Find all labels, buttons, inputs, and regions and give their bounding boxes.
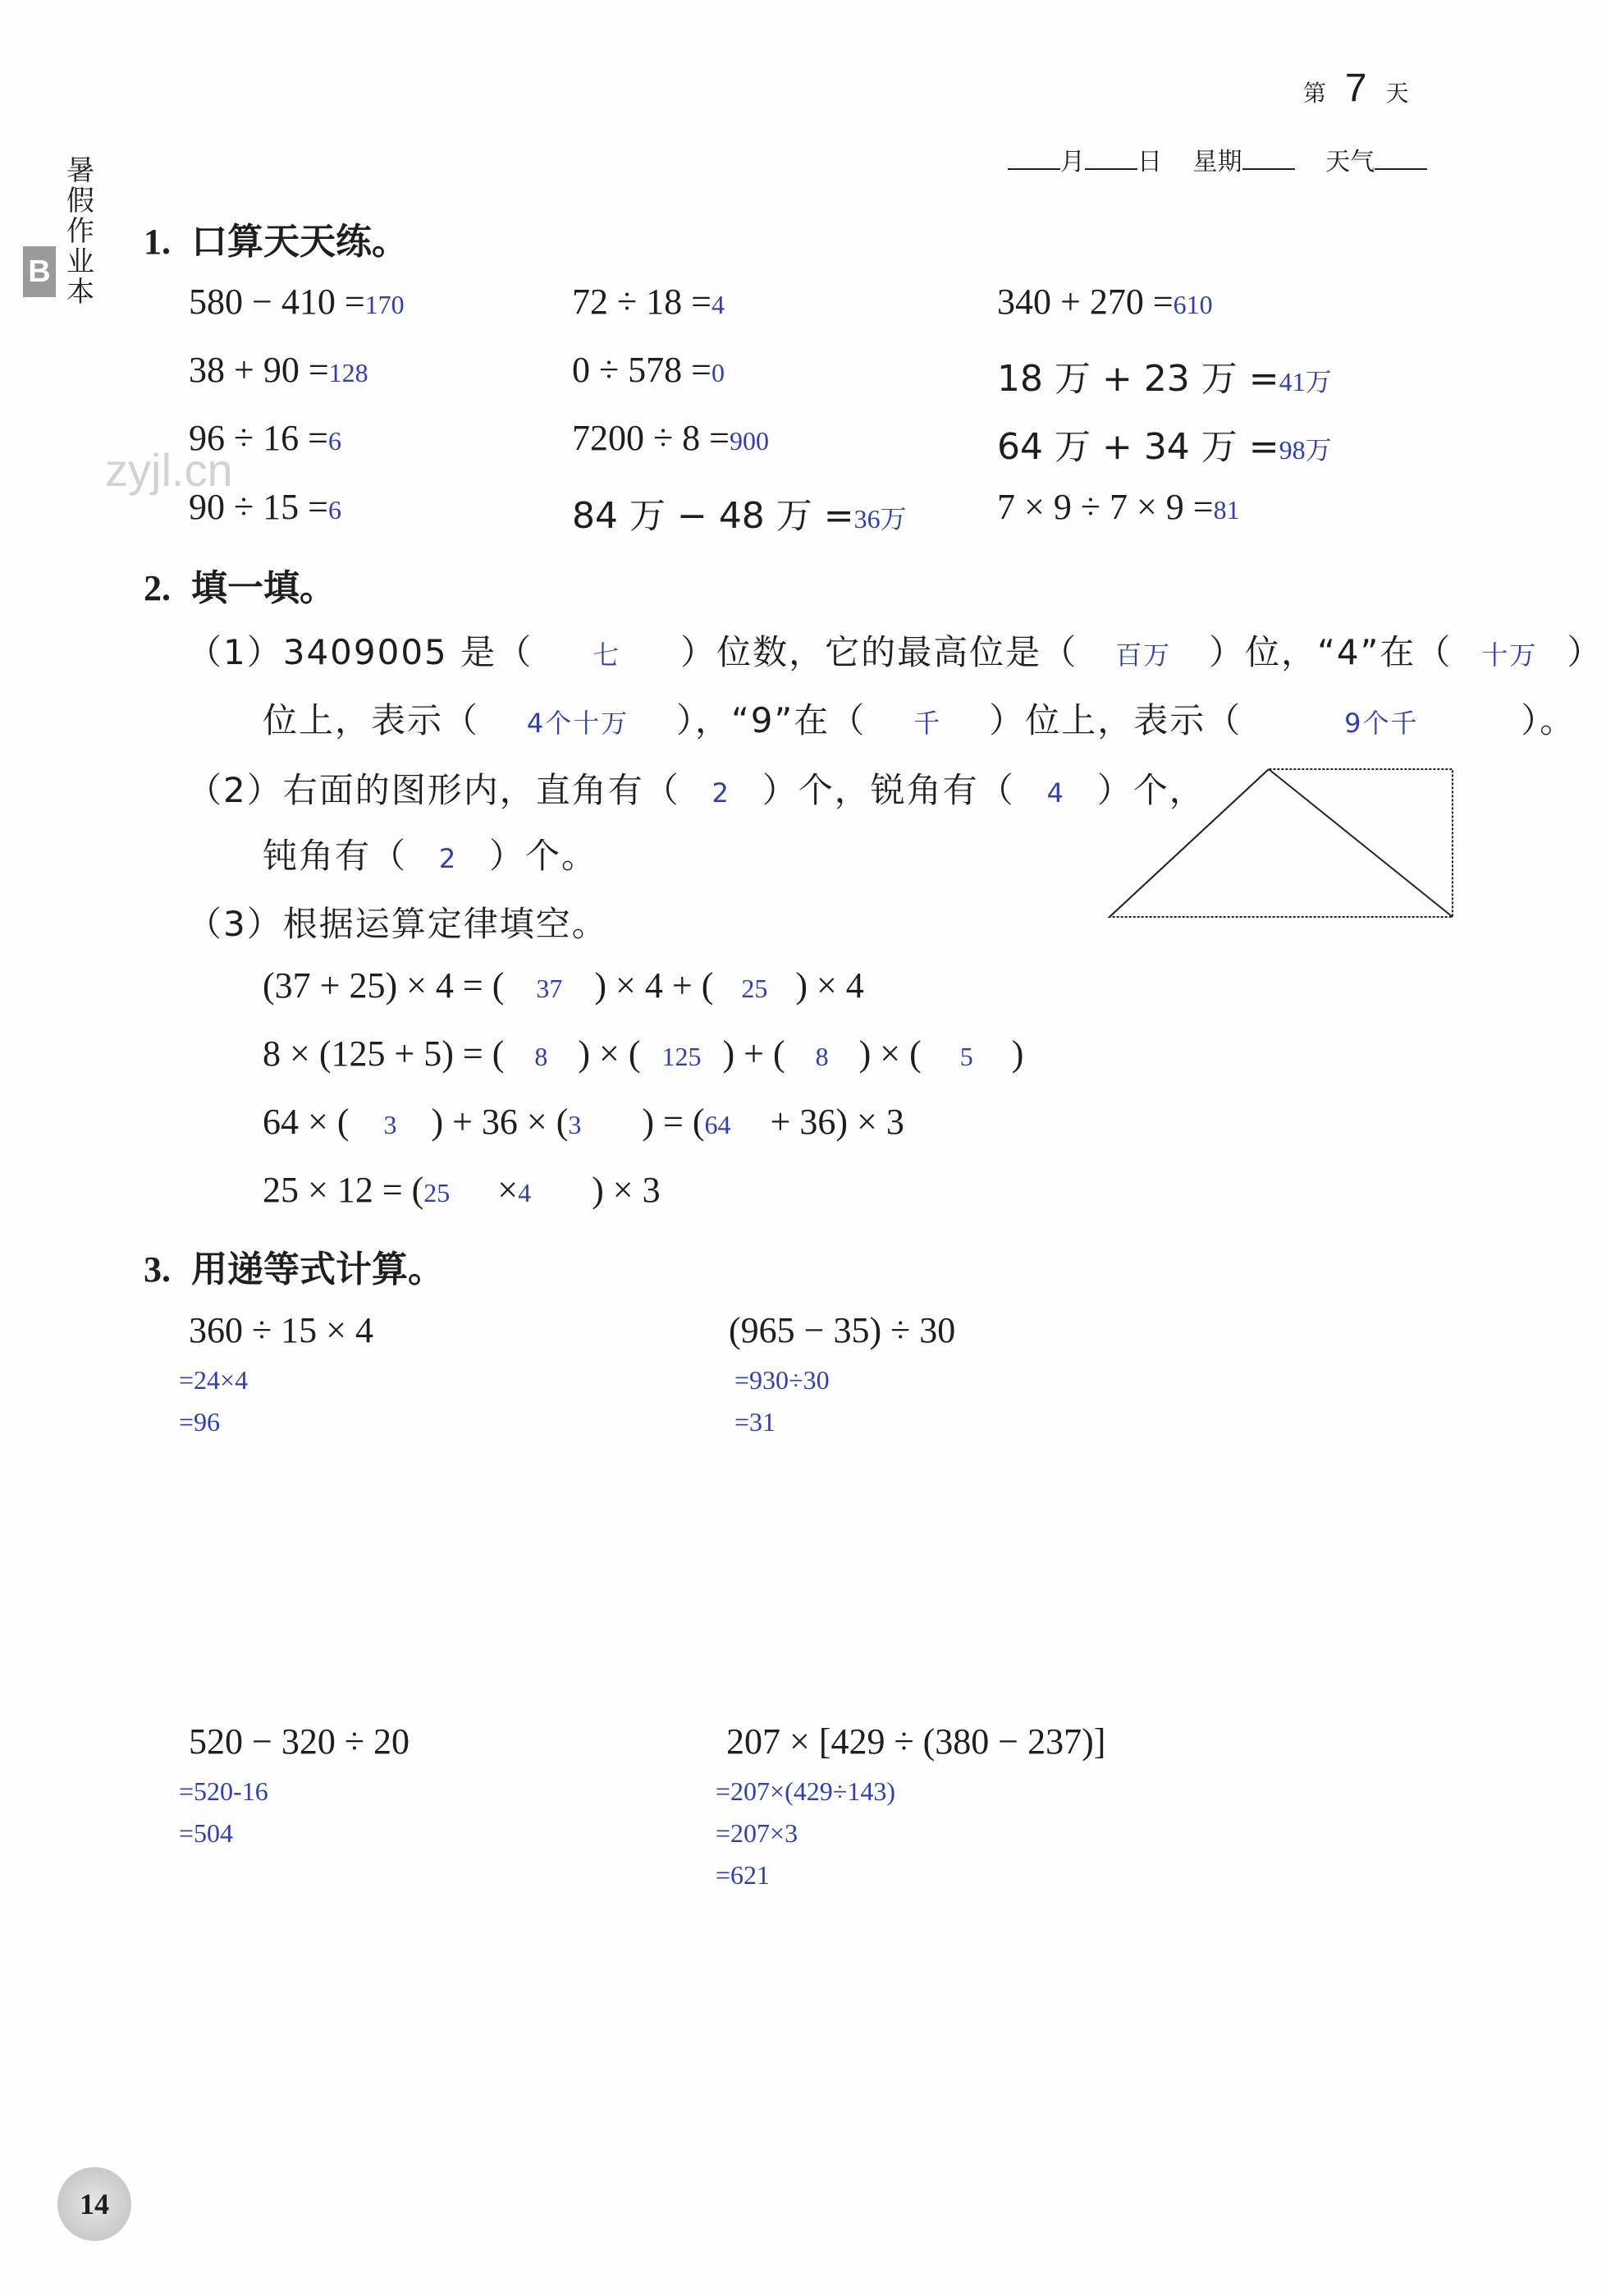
stepwise-step: =31 (734, 1407, 776, 1437)
q2-1-answer-highest: 百万 (1115, 639, 1172, 671)
oral-calc-item (572, 281, 725, 323)
stepwise-step: =207×3 (716, 1818, 798, 1848)
oral-calc-answer: 81 (1213, 495, 1240, 525)
section2-heading (144, 558, 336, 611)
r3-text-a: 64 × ( (263, 1102, 350, 1142)
q2-1-answer-4-place: 十万 (1481, 639, 1538, 671)
r2-answer-1: 8 (534, 1042, 548, 1071)
oral-calc-item (572, 349, 725, 391)
q2-2-text-e: ）个。 (489, 836, 598, 876)
oral-calc-answer: 41万 (1279, 367, 1332, 396)
oral-calc-question: 580 − 410 = (189, 282, 365, 322)
oral-calc-answer: 170 (364, 290, 405, 319)
q2-1-text-b: ）位数，它的最高位是（ (680, 632, 1078, 672)
q2-3-row3 (263, 1101, 904, 1143)
r4-text-a: 25 × 12 = ( (263, 1170, 424, 1210)
q2-2-answer-right: 2 (711, 777, 730, 809)
stepwise-problem: (965 − 35) ÷ 30 (729, 1310, 956, 1350)
r1-text-m: ) × 4 + ( (594, 965, 714, 1006)
oral-calc-item (189, 349, 368, 391)
day-label (1303, 66, 1409, 111)
day-number: 7 (1344, 66, 1367, 110)
q2-1-text-f: ），“9”在（ (676, 700, 867, 740)
r2-text-e: ) (1011, 1033, 1024, 1074)
section2-number: 2. (144, 568, 171, 608)
oral-calc-item (997, 417, 1332, 470)
stepwise-step: =24×4 (179, 1365, 249, 1395)
r4-answer-2: 4 (518, 1178, 532, 1208)
figure-outline (1110, 769, 1453, 917)
section3-number: 3. (144, 1249, 171, 1290)
r1-text-e: ) × 4 (795, 965, 864, 1006)
angle-figure (1100, 759, 1461, 923)
weather-label: 天气 (1325, 148, 1375, 176)
r1-answer-1: 37 (536, 974, 563, 1003)
q2-2-answer-obtuse: 2 (438, 843, 458, 874)
oral-calc-item (997, 486, 1240, 528)
section1-title: 口算天天练。 (191, 221, 408, 263)
oral-calc-answer: 900 (729, 426, 769, 456)
r2-answer-3: 8 (815, 1042, 829, 1071)
r4-answer-1: 25 (423, 1178, 451, 1208)
oral-calc-answer: 610 (1173, 290, 1213, 319)
stepwise-problem: 207 × [429 ÷ (380 − 237)] (726, 1721, 1106, 1762)
oral-calc-item (997, 281, 1213, 323)
r3-text-m1: ) + 36 × ( (431, 1102, 569, 1142)
day-suffix: 天 (1385, 80, 1409, 107)
oral-calc-question: 38 + 90 = (189, 350, 329, 390)
q2-2-text-b: ）个，锐角有（ (762, 770, 1015, 810)
oral-calc-question: 96 ÷ 16 = (189, 418, 328, 458)
r2-text-a: 8 × (125 + 5) = ( (263, 1033, 505, 1074)
day-prefix: 第 (1303, 80, 1327, 107)
oral-calc-item (572, 486, 907, 538)
q2-2-answer-acute: 4 (1046, 777, 1065, 809)
side-tab-title: 暑假作业本 (66, 154, 94, 309)
q2-1-text-c: ）位，“4”在（ (1209, 632, 1453, 672)
oral-calc-question: 340 + 270 = (997, 282, 1174, 322)
section3-heading (144, 1240, 444, 1292)
q2-1-answer-9-place: 千 (913, 708, 942, 739)
r1-text-a: (37 + 25) × 4 = ( (263, 965, 505, 1006)
stepwise-step: =930÷30 (734, 1365, 830, 1395)
stepwise-step: =96 (179, 1407, 221, 1437)
stepwise-step: =207×(429÷143) (716, 1776, 895, 1806)
oral-calc-answer: 6 (327, 426, 341, 456)
section2-title: 填一填。 (191, 567, 336, 609)
oral-calc-question: 84 万 − 48 万 = (572, 495, 854, 537)
q2-1-text-d: ） (1567, 632, 1604, 672)
q2-1-line2 (263, 694, 1576, 743)
r4-text-m: × (497, 1170, 519, 1210)
oral-calc-question: 7200 ÷ 8 = (572, 418, 730, 458)
section1-heading (144, 212, 408, 264)
day-of-month-label: 日 (1137, 148, 1162, 176)
stepwise-problem: 360 ÷ 15 × 4 (189, 1310, 373, 1350)
q2-1-text-a: （1）3409005 是（ (187, 632, 533, 672)
r2-answer-4: 5 (959, 1042, 973, 1071)
section3-title: 用递等式计算。 (191, 1249, 444, 1290)
oral-calc-item (997, 349, 1332, 401)
date-line (1008, 141, 1427, 177)
oral-calc-answer: 98万 (1279, 435, 1332, 465)
r3-answer-2: 3 (568, 1110, 582, 1139)
q2-2-line1 (187, 763, 1206, 813)
q2-2-text-c: ）个， (1096, 770, 1206, 810)
r3-answer-1: 3 (383, 1110, 397, 1139)
oral-calc-answer: 36万 (853, 504, 907, 534)
r1-answer-2: 25 (741, 974, 768, 1003)
oral-calc-item (189, 281, 405, 323)
oral-calc-question: 90 ÷ 15 = (189, 487, 328, 527)
q2-3-title: （3）根据运算定律填空。 (187, 904, 608, 944)
oral-calc-answer: 128 (328, 358, 368, 387)
q2-1-answer-9-meaning: 9个千 (1344, 708, 1419, 739)
figure-diagonal (1269, 769, 1453, 917)
oral-calc-item (572, 417, 769, 459)
section1-number: 1. (144, 222, 171, 262)
r2-text-m1: ) × ( (578, 1033, 641, 1074)
figure-left-edge (1110, 769, 1269, 917)
stepwise-step: =504 (179, 1818, 234, 1848)
page-number: 14 (57, 2167, 131, 2241)
q2-2-text-d: 钝角有（ (263, 836, 408, 876)
q2-2-text-a: （2）右面的图形内，直角有（ (187, 770, 680, 810)
q2-1-answer-digits: 七 (593, 639, 621, 671)
oral-calc-question: 0 ÷ 578 = (572, 350, 711, 390)
q2-1-line1 (187, 626, 1603, 675)
r3-text-e: + 36) × 3 (770, 1102, 904, 1142)
weekday-label: 星期 (1192, 148, 1242, 176)
oral-calc-question: 7 × 9 ÷ 7 × 9 = (997, 487, 1214, 527)
q2-2-line2 (263, 829, 597, 878)
q2-1-text-e: 位上，表示（ (263, 700, 480, 740)
oral-calc-item (189, 486, 341, 528)
oral-calc-answer: 4 (711, 290, 725, 319)
q2-3-row2 (263, 1033, 1023, 1075)
oral-calc-question: 72 ÷ 18 = (572, 282, 711, 322)
q2-3-row1 (263, 965, 864, 1006)
side-tab-badge: B (23, 246, 56, 297)
oral-calc-question: 18 万 + 23 万 = (997, 358, 1279, 400)
r3-text-m2: ) = ( (642, 1102, 705, 1142)
oral-calc-answer: 6 (327, 495, 341, 525)
q2-1-text-g: ）位上，表示（ (989, 700, 1242, 740)
oral-calc-item (189, 417, 341, 459)
q2-3-row4 (263, 1169, 661, 1211)
stepwise-step: =621 (716, 1860, 771, 1890)
oral-calc-answer: 0 (711, 358, 725, 387)
r2-text-m3: ) × ( (858, 1033, 922, 1074)
oral-calc-question: 64 万 + 34 万 = (997, 426, 1279, 468)
r4-text-e: ) × 3 (592, 1170, 661, 1210)
month-label: 月 (1060, 148, 1085, 176)
watermark: zyjl.cn (105, 444, 233, 496)
stepwise-step: =520-16 (179, 1776, 268, 1806)
q2-1-text-h: ）。 (1521, 700, 1576, 740)
stepwise-problem: 520 − 320 ÷ 20 (189, 1721, 410, 1762)
r3-answer-3: 64 (704, 1110, 731, 1139)
r2-answer-2: 125 (661, 1042, 702, 1071)
r2-text-m2: ) + ( (722, 1033, 785, 1074)
q2-1-answer-4-meaning: 4个十万 (526, 708, 629, 739)
